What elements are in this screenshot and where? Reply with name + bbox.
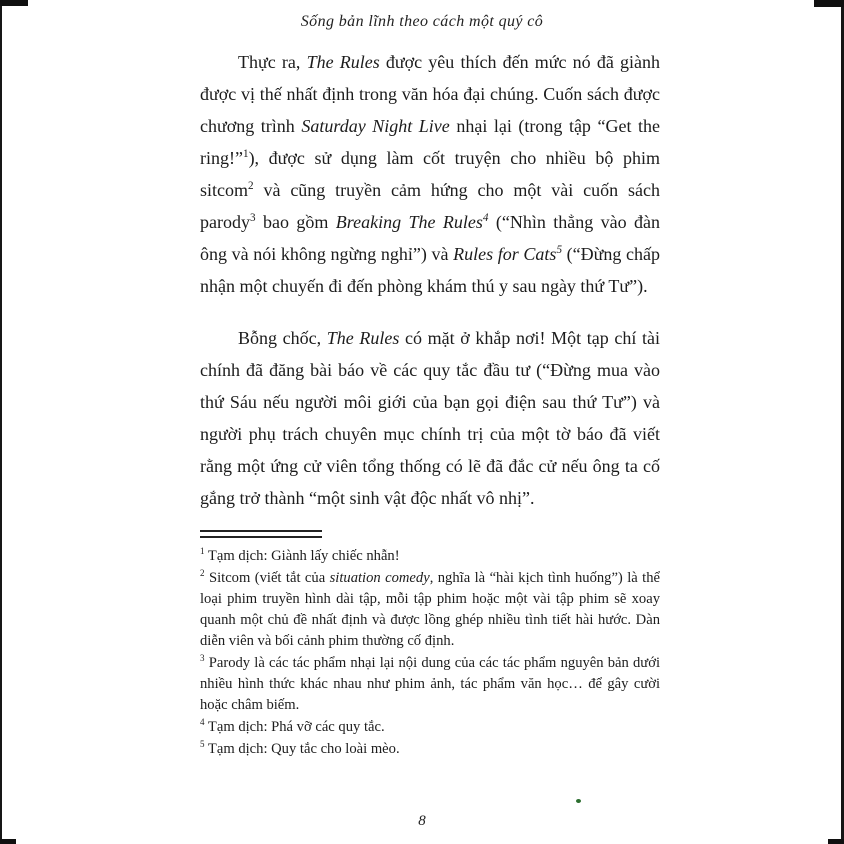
scan-corner-bottom-left bbox=[0, 839, 16, 844]
running-header: Sống bản lĩnh theo cách một quý cô bbox=[300, 13, 544, 30]
footnote-1: $^1$ Tạm dịch: Giành lấy chiếc nhẫn! bbox=[200, 546, 400, 564]
footnote-number: 1 bbox=[200, 546, 205, 557]
footnote-number: 3 bbox=[200, 653, 205, 664]
footnote-2: $^2$ Sitcom (viết tắt của situation comedy, nghĩa là “hài kịch tình huống”) là thể loại phim truyền hình dài tập, mỗi tập phim hoặc một vài tập phim sẽ xoay quanh một chủ đề nhất định và được lồng ghép nhiều tình tiết hài hước. Dàn diễn viên và bối cảnh phim thường cố định. bbox=[200, 568, 661, 649]
footnote-number: 2 bbox=[200, 568, 205, 579]
footnote-5: $^5$ Tạm dịch: Quy tắc cho loài mèo. bbox=[200, 739, 400, 757]
page-content bbox=[200, 46, 660, 761]
footnote-separator bbox=[200, 530, 660, 538]
scan-edge-left bbox=[0, 0, 2, 844]
scan-artifact-speck bbox=[576, 799, 581, 803]
footnote-number: 5 bbox=[200, 739, 205, 750]
scan-corner-top-left bbox=[0, 0, 28, 6]
scan-corner-bottom-right bbox=[828, 839, 844, 844]
footnote-number: 4 bbox=[200, 717, 205, 728]
footnote-3: $^3$ Parody là các tác phẩm nhại lại nội dung của các tác phẩm nguyên bản dưới nhiều hình thức khác nhau như phim ảnh, tác phẩm văn học… để gây cười hoặc châm biếm. bbox=[200, 653, 660, 713]
footnotes bbox=[200, 546, 660, 760]
footnote-4: $^4$ Tạm dịch: Phá vỡ các quy tắc. bbox=[200, 717, 385, 735]
paragraph-1: Thực ra, The Rules được yêu thích đến mức nó đã giành được vị thế nhất định trong văn hóa đại chúng. Cuốn sách được chương trình Saturday Night Live nhại lại (trong tập “Get the ring!”$^1$), được sử dụng làm cốt truyện cho nhiều bộ phim sitcom$^2$ và cũng truyền cảm hứng cho một vài cuốn sách parody$^3$ bao gồm Breaking The Rules$^4$ (“Nhìn thẳng vào đàn ông và nói không ngừng nghỉ”) và Rules for Cats$^5$ (“Đừng chấp nhận một chuyến đi đến phòng khám thú y sau ngày thứ Tư”). bbox=[200, 52, 661, 296]
footnote-rule-bottom bbox=[200, 536, 322, 538]
scan-corner-top-right bbox=[814, 0, 844, 7]
paragraph-2: Bỗng chốc, The Rules có mặt ở khắp nơi! Một tạp chí tài chính đã đăng bài báo về các quy tắc đầu tư (“Đừng mua vào thứ Sáu nếu người môi giới của bạn gọi điện sau thứ Tư”) và người phụ trách chuyên mục chính trị của một tờ báo đã viết rằng một ứng cử viên tổng thống có lẽ đã đắc cử nếu ông ta cố gắng trở thành “một sinh vật độc nhất vô nhị”. bbox=[200, 328, 661, 508]
footnote-rule-top bbox=[200, 530, 322, 532]
page-number: 8 bbox=[418, 813, 426, 829]
